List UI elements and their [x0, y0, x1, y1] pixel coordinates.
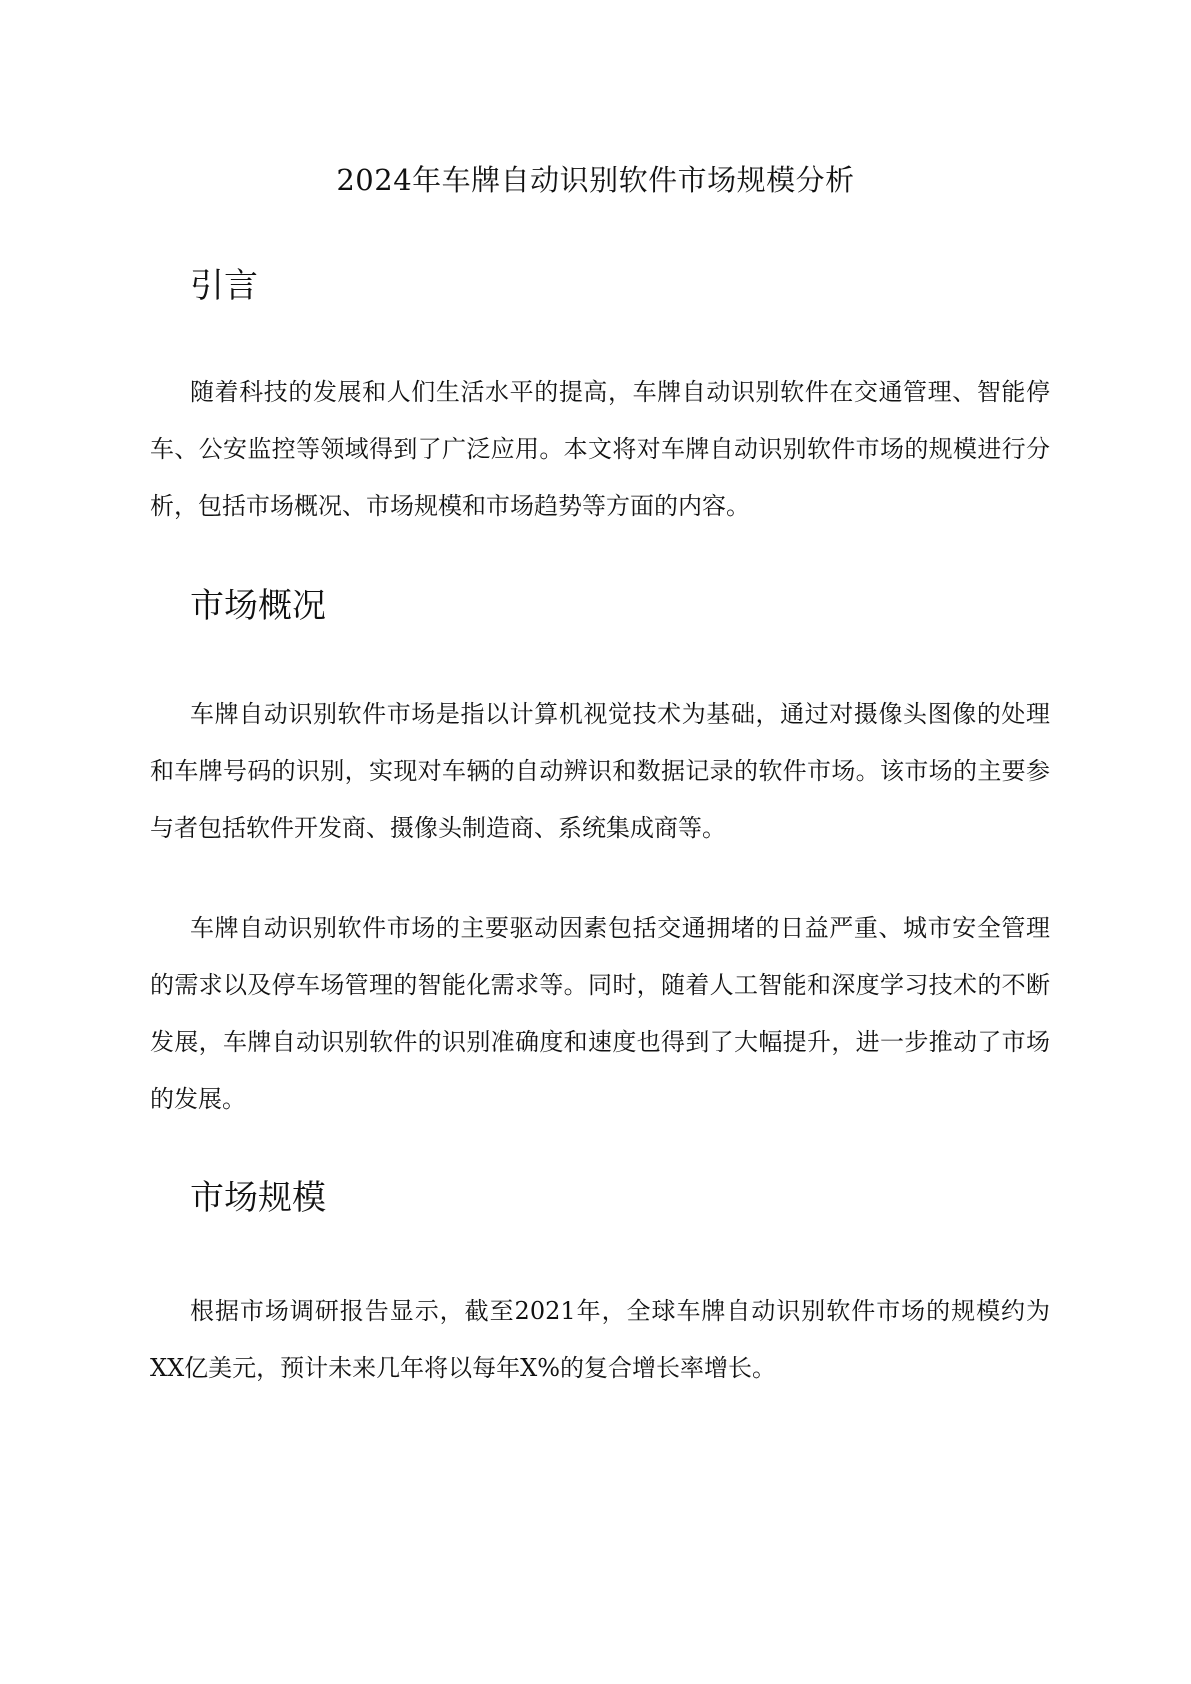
- section-heading-market-overview: 市场概况: [190, 586, 326, 626]
- market-size-paragraph-1: 根据市场调研报告显示，截至2021年，全球车牌自动识别软件市场的规模约为XX亿美元，预计未来几年将以每年X%的复合增长率增长。: [150, 1297, 1050, 1382]
- section-heading-market-size: 市场规模: [190, 1178, 326, 1218]
- introduction-paragraph: 随着科技的发展和人们生活水平的提高，车牌自动识别软件在交通管理、智能停车、公安监控等领域得到了广泛应用。本文将对车牌自动识别软件市场的规模进行分析，包括市场概况、市场规模和市场趋势等方面的内容。: [150, 378, 1050, 520]
- market-overview-paragraph-2: 车牌自动识别软件市场的主要驱动因素包括交通拥堵的日益严重、城市安全管理的需求以及停车场管理的智能化需求等。同时，随着人工智能和深度学习技术的不断发展，车牌自动识别软件的识别准确度和速度也得到了大幅提升，进一步推动了市场的发展。: [150, 914, 1050, 1113]
- document-title: 2024年车牌自动识别软件市场规模分析: [336, 163, 855, 197]
- market-overview-paragraph-1: 车牌自动识别软件市场是指以计算机视觉技术为基础，通过对摄像头图像的处理和车牌号码的识别，实现对车辆的自动辨识和数据记录的软件市场。该市场的主要参与者包括软件开发商、摄像头制造商、系统集成商等。: [150, 700, 1050, 842]
- section-heading-introduction: 引言: [190, 266, 258, 306]
